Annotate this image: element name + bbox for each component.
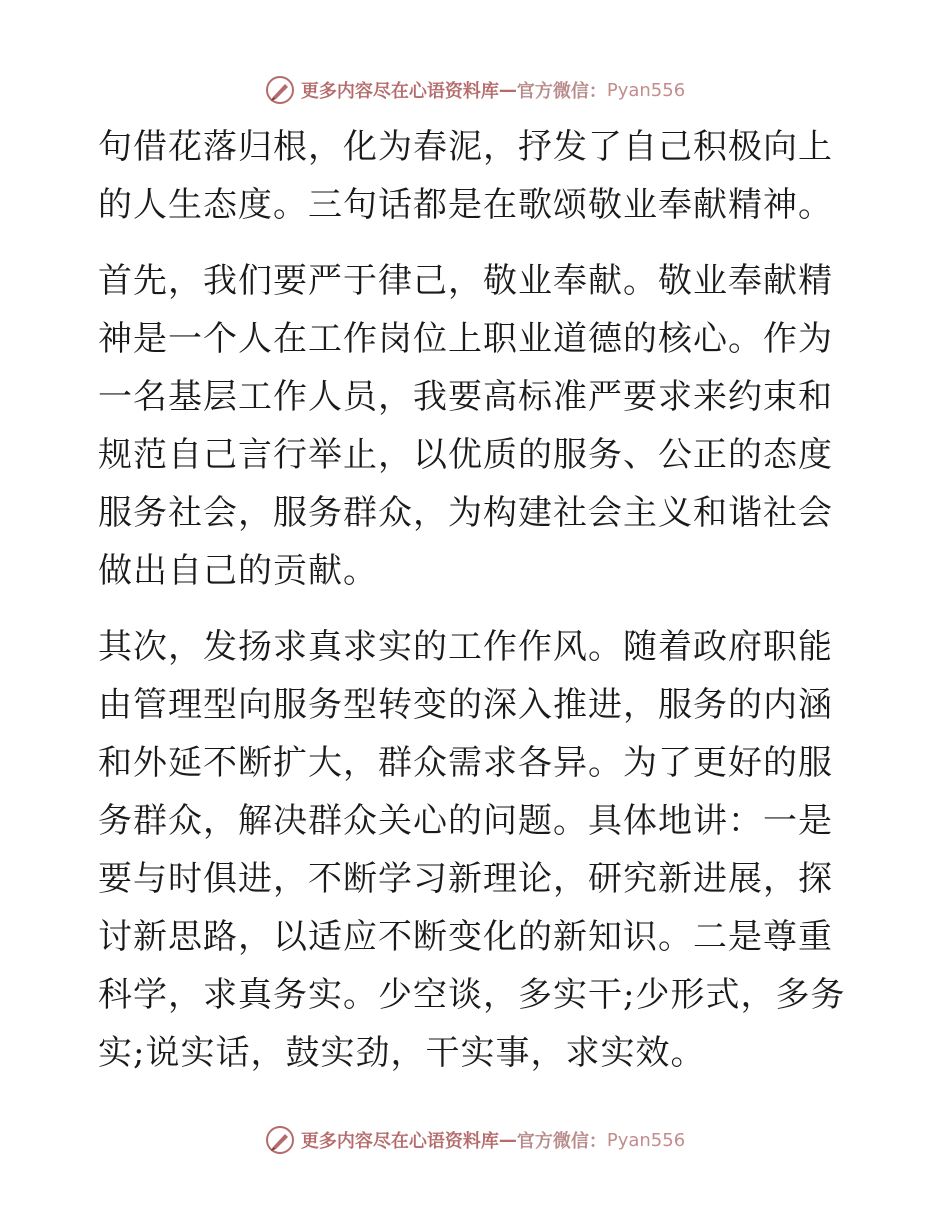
- footer-site-text: 更多内容尽在心语资料库: [300, 1131, 499, 1152]
- header-banner: [0, 72, 950, 108]
- pen-logo-icon: [265, 75, 295, 105]
- header-wechat-label: 官方微信：: [516, 81, 607, 102]
- pen-logo-icon: [265, 1125, 295, 1155]
- footer-wechat-label: 官方微信：: [516, 1131, 607, 1152]
- footer-wechat-id: Pyan556: [606, 1129, 686, 1151]
- paragraph-3: 其次，发扬求真求实的工作作风。随着政府职能由管理型向服务型转变的深入推进，服务的内涵和外延不断扩大，群众需求各异。为了更好的服务群众，解决群众关心的问题。具体地讲：一是要与时俱进，不断学习新理论，研究新进展，探讨新思路，以适应不断变化的新知识。二是尊重科学，求真务实。少空谈，多实干;少形式，多务实;说实话，鼓实劲，干实事，求实效。: [98, 627, 846, 1073]
- paragraph-1: 句借花落归根，化为春泥，抒发了自己积极向上的人生态度。三句话都是在歌颂敬业奉献精神。: [98, 127, 833, 225]
- document-body: [98, 118, 858, 1100]
- header-wechat-id: Pyan556: [606, 79, 686, 101]
- footer-banner: [0, 1122, 950, 1158]
- footer-separator: —: [498, 1129, 517, 1151]
- header-separator: —: [498, 79, 517, 101]
- paragraph-2: 首先，我们要严于律己，敬业奉献。敬业奉献精神是一个人在工作岗位上职业道德的核心。作为一名基层工作人员，我要高标准严要求来约束和规范自己言行举止，以优质的服务、公正的态度服务社会，服务群众，为构建社会主义和谐社会做出自己的贡献。: [98, 261, 833, 591]
- header-site-text: 更多内容尽在心语资料库: [300, 81, 499, 102]
